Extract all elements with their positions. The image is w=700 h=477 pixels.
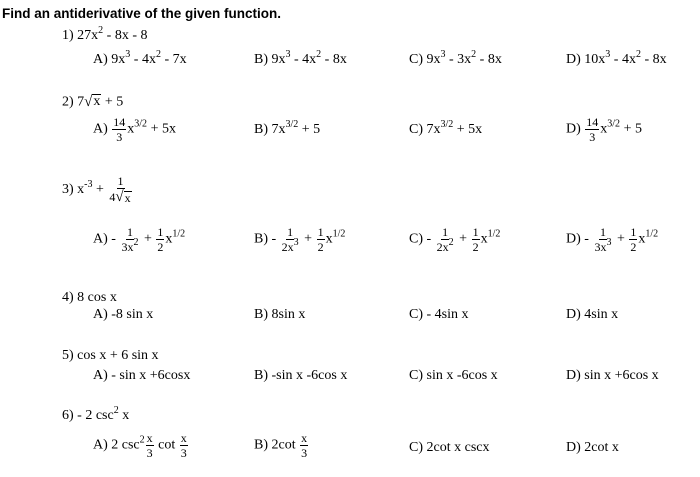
- q4-option-a[interactable]: A) -8 sin x: [93, 307, 154, 322]
- q1-option-a[interactable]: A) $9x^3 - 4x^2 - 7x$: [93, 49, 187, 67]
- q3-option-d[interactable]: D) - $\frac{1}{3x^3}$ + $\frac{1}{2}$ $x^{1/2}$: [566, 225, 659, 254]
- q2-option-c[interactable]: C) $7x^{3/2} + 5x$: [409, 119, 483, 137]
- q2-option-a[interactable]: A) $\frac{14}{3}$ $x^{3/2} + 5x$: [93, 115, 176, 144]
- question-2: 2) 7 √ x + 5: [62, 93, 124, 110]
- q6-option-c[interactable]: C) 2cot x cscx: [409, 440, 490, 455]
- page-title: Find an antiderivative of the given function.: [2, 6, 282, 21]
- q3-option-b[interactable]: B) - $\frac{1}{2x^3}$ + $\frac{1}{2}$ $x^{1/2}$: [254, 225, 346, 254]
- question-4: 4) 8 cos x: [62, 290, 117, 305]
- q5-option-b[interactable]: B) -sin x -6cos x: [254, 368, 348, 383]
- q6-option-a[interactable]: A) 2 $\csc^2$ $\frac{x}{3}$ cot $\frac{x}{3}$: [93, 431, 187, 460]
- question-6: 6) - 2 $\csc^2 x$: [62, 405, 130, 423]
- question-1: 1) $27x^2 - 8x - 8$: [62, 25, 148, 43]
- q3-option-a[interactable]: A) - $\frac{1}{3x^2}$ + $\frac{1}{2}$ $x^{1/2}$: [93, 225, 186, 254]
- q4-option-d[interactable]: D) 4sin x: [566, 307, 619, 322]
- sqrt-symbol: √ x: [115, 189, 131, 206]
- q5-option-a[interactable]: A) - sin x +6cosx: [93, 368, 191, 383]
- q2-option-b[interactable]: B) $7x^{3/2} + 5$: [254, 119, 321, 137]
- sqrt-symbol: √ x: [84, 93, 101, 110]
- q3-option-c[interactable]: C) - $\frac{1}{2x^2}$ + $\frac{1}{2}$ $x^{1/2}$: [409, 225, 501, 254]
- q1-option-c[interactable]: C) $9x^3 - 3x^2 - 8x$: [409, 49, 502, 67]
- q4-option-c[interactable]: C) - 4sin x: [409, 307, 469, 322]
- q5-option-c[interactable]: C) sin x -6cos x: [409, 368, 498, 383]
- q6-option-d[interactable]: D) 2cot x: [566, 440, 619, 455]
- fraction: $\frac{14}{3}$: [586, 115, 599, 144]
- question-5: 5) cos x + 6 sin x: [62, 348, 159, 363]
- q2-option-d[interactable]: D) $\frac{14}{3}$ $x^{3/2} + 5$: [566, 115, 642, 144]
- question-3: 3) $x^{-3}$ + 1 4 √ x: [62, 174, 131, 206]
- q6-option-b[interactable]: B) 2cot $\frac{x}{3}$: [254, 431, 308, 460]
- q1-option-b[interactable]: B) $9x^3 - 4x^2 - 8x$: [254, 49, 347, 67]
- q1-option-d[interactable]: D) $10x^3 - 4x^2 - 8x$: [566, 49, 667, 67]
- fraction: $\frac{14}{3}$: [113, 115, 126, 144]
- q5-option-d[interactable]: D) sin x +6cos x: [566, 368, 659, 383]
- q4-option-b[interactable]: B) 8sin x: [254, 307, 306, 322]
- fraction: 1 4 √ x: [109, 174, 131, 206]
